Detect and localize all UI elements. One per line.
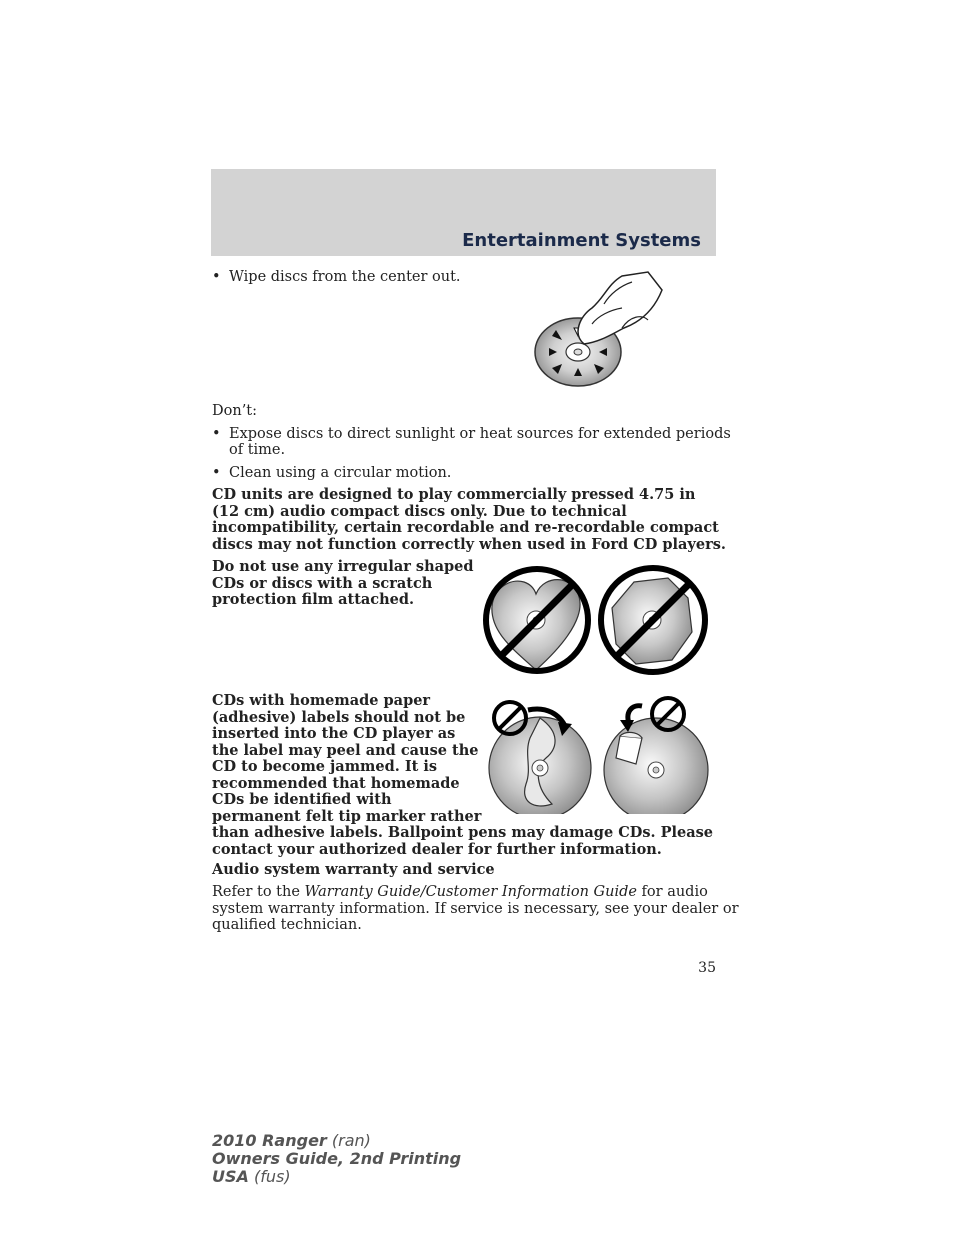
section-header-band (211, 169, 716, 256)
bullet-dot: • (212, 426, 221, 442)
dont-label: Don’t: (212, 403, 258, 419)
text-line: the label may peel and cause the (212, 741, 479, 759)
text-line: CD units are designed to play commercially pressed 4.75 in (212, 486, 696, 503)
footer-line (212, 1132, 461, 1150)
warranty-guide-reference: Warranty Guide/Customer Information Guide (304, 884, 637, 900)
text-line: Do not use any irregular shaped (212, 558, 474, 575)
text-line: protection film attached. (212, 591, 415, 608)
irregular-shaped-paragraph (212, 559, 474, 609)
text-line: (adhesive) labels should not be (212, 708, 466, 726)
footer (212, 1132, 461, 1186)
warranty-heading: Audio system warranty and service (212, 861, 495, 878)
text-fragment: Refer to the (212, 884, 305, 900)
warranty-paragraph (212, 884, 739, 934)
text-line: contact your authorized dealer for further information. (212, 840, 662, 858)
text-line: (12 cm) audio compact discs only. Due to technical (212, 502, 627, 520)
wipe-disc-illustration (472, 264, 716, 392)
text-line: than adhesive labels. Ballpoint pens may damage CDs. Please (212, 824, 714, 841)
section-title: Entertainment Systems (462, 230, 701, 251)
bullet-text: Wipe discs from the center out. (229, 269, 461, 285)
text-line: CD to become jammed. It is (212, 758, 438, 775)
bullet-text-line1: Expose discs to direct sunlight or heat sources for extended periods (229, 426, 731, 442)
text-line: system warranty information. If service is necessary, see your dealer or (212, 900, 739, 917)
footer-model: 2010 Ranger (212, 1131, 327, 1150)
footer-line (212, 1168, 461, 1186)
footer-model-code: (ran) (326, 1131, 371, 1150)
text-line: permanent felt tip marker rather (212, 807, 482, 825)
irregular-discs-illustration (474, 558, 718, 682)
text-line: qualified technician. (212, 917, 362, 933)
text-line: discs may not function correctly when used in Ford CD players. (212, 535, 726, 553)
text-line: CDs or discs with a scratch (212, 574, 433, 592)
footer-guide: Owners Guide, 2nd Printing (212, 1149, 462, 1168)
bullet-dot: • (212, 465, 221, 481)
text-line (212, 884, 716, 901)
cd-units-paragraph (212, 487, 726, 553)
bullet-dot: • (212, 269, 221, 285)
text-fragment: for audio (636, 884, 708, 900)
text-line: CDs be identified with (212, 791, 392, 808)
footer-market-code: (fus) (248, 1167, 291, 1186)
footer-market: USA (212, 1167, 249, 1186)
page-number: 35 (698, 960, 716, 976)
bullet-text-line2: of time. (229, 442, 286, 458)
bullet-text: Clean using a circular motion. (229, 465, 452, 481)
text-line: incompatibility, certain recordable and re-recordable compact (212, 519, 719, 536)
footer-line (212, 1150, 461, 1168)
text-line: recommended that homemade (212, 774, 460, 792)
text-line: inserted into the CD player as (212, 725, 456, 742)
adhesive-label-discs-illustration (480, 692, 716, 814)
bullet-expose (212, 426, 731, 460)
text-line: CDs with homemade paper (212, 692, 431, 709)
